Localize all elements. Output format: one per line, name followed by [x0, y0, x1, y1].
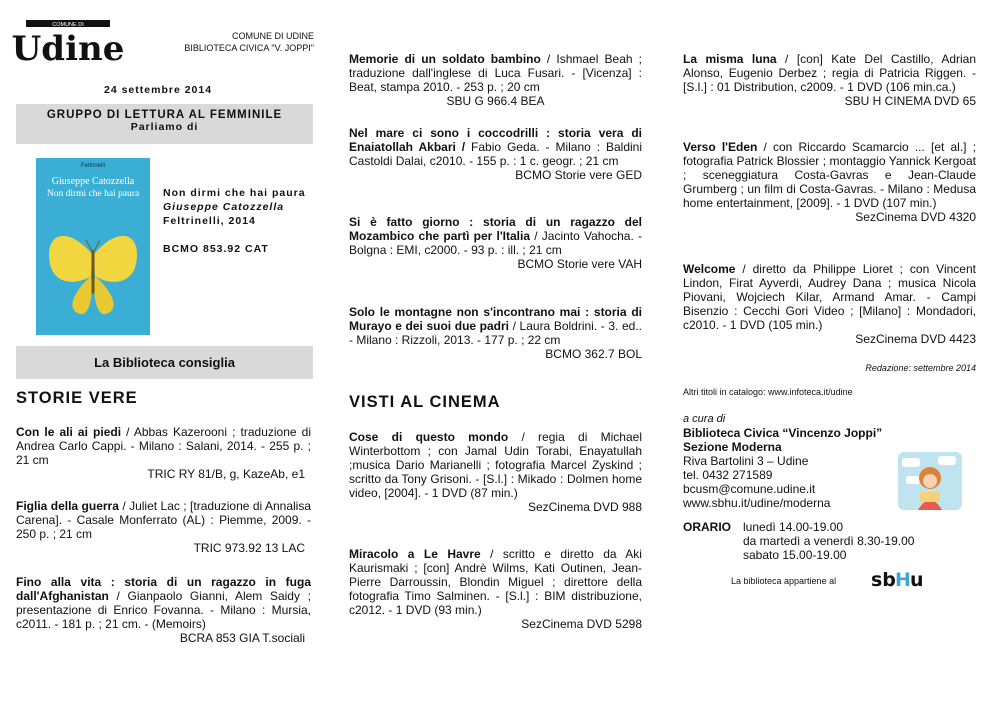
- entry-description: / scritto e diretto da Aki Kaurismaki ; [con] Andrè Wilms, Kati Outinen, Jean-Pierre Darroussin, Blondin Miguel ; direttore della fotografia Timo Salminen. - [S.l.] : BIM distribuzione, c2012. - 1 DVD (93 min.): [349, 547, 642, 617]
- list-item: [683, 52, 976, 108]
- list-item: [16, 425, 311, 481]
- entry-location: BCMO Storie vere GED: [515, 168, 642, 182]
- entry-description: / Ishmael Beah ; traduzione dall'inglese di Luca Fusari. - [Vicenza] : Beat, stampa 2010. - 253 p. ; 20 cm: [349, 52, 642, 94]
- entry-title: Cose di questo mondo: [349, 430, 509, 444]
- group-subtitle: Parliamo di: [130, 121, 199, 133]
- orario-label: ORARIO: [683, 520, 731, 534]
- section-storie-vere-heading: STORIE VERE: [16, 389, 138, 407]
- reading-woman-illustration: [898, 452, 962, 510]
- group-title: GRUPPO DI LETTURA AL FEMMINILE: [46, 109, 283, 121]
- entry-title: Solo le montagne non s'incontrano mai : storia di Murayo e dei suoi due padri: [349, 305, 642, 333]
- entry-location: SezCinema DVD 5298: [521, 617, 642, 631]
- phone: tel. 0432 271589: [683, 468, 773, 482]
- list-item: [349, 52, 642, 108]
- list-item: [16, 499, 311, 555]
- book-cover: [36, 158, 150, 335]
- header-institution: [174, 30, 314, 54]
- entry-description: / [con] Kate Del Castillo, Adrian Alonso, Eugenio Derbez ; regia di Patricia Riggen. - [S.l.] : 01 Distribution, c2009. - 1 DVD (106 min.ca.): [683, 52, 976, 94]
- list-item: [683, 140, 976, 224]
- svg-text:sb: sb: [871, 569, 896, 591]
- book-publisher: Feltrinelli, 2014: [163, 215, 256, 227]
- orario-saturday: sabato 15.00-19.00: [743, 548, 847, 562]
- entry-description: / Abbas Kazerooni ; traduzione di Andrea Carlo Cappi. - Milano : Salani, 2014. - 255 p. ; 21 cm: [16, 425, 311, 467]
- website-link[interactable]: www.sbhu.it/udine/moderna: [683, 496, 831, 510]
- entry-title: Con le ali ai piedi: [16, 425, 122, 439]
- entry-title: Figlia della guerra: [16, 499, 119, 513]
- entry-location: TRIC 973.92 13 LAC: [193, 541, 305, 555]
- list-item: [683, 262, 976, 346]
- address: Riva Bartolini 3 – Udine: [683, 454, 809, 468]
- cover-author: Giuseppe Catozzella: [51, 176, 135, 187]
- entry-location: SezCinema DVD 988: [527, 500, 642, 514]
- section-cinema-heading: VISTI AL CINEMA: [349, 393, 501, 411]
- book-location: BCMO 853.92 CAT: [163, 243, 269, 255]
- entry-location: SezCinema DVD 4320: [855, 210, 976, 224]
- entry-description: / Jacinto Vahocha. - Bolgna : EMI, c2000. - 93 p. : ill. ; 21 cm: [349, 229, 642, 257]
- column-right: [683, 0, 976, 701]
- entry-description: / Laura Boldrini. - 3. ed.. - Milano : Rizzoli, 2013. - 177 p. ; 22 cm: [349, 319, 642, 347]
- consiglia-banner: La Biblioteca consiglia: [16, 346, 313, 379]
- column-left: [11, 0, 314, 701]
- entry-location: SBU H CINEMA DVD 65: [844, 94, 976, 108]
- entry-description: / diretto da Philippe Lioret ; con Vincent Lindon, Firat Ayverdi, Audrey Dana ; musica Nicola Piovani, Wojciech Kilar, Armand Amar. - Campi Bisenzio : Cecchi Gori Video ; [Milano] : Mondadori, c2010. - 1 DVD (105 min.): [683, 262, 976, 332]
- entry-description: / regia di Michael Winterbottom ; con Jamal Udin Torabi, Enayatullah ;musica Dario Marianelli ; fotografia Marcel Zyskind ; scritto da Tony Grisoni. - [S.l.] : Mikado : Dolmen home video, [2004]. - 1 DVD (87 min.): [349, 430, 642, 500]
- entry-location: SezCinema DVD 4423: [855, 332, 976, 346]
- orario-monday: lunedì 14.00-19.00: [743, 520, 844, 534]
- svg-text:Udine: Udine: [11, 29, 125, 69]
- cover-brand: Feltrinelli: [80, 163, 105, 169]
- orario-times: [743, 520, 914, 562]
- entry-location: BCMO Storie vere VAH: [517, 257, 642, 271]
- network-note: La biblioteca appartiene al: [731, 576, 837, 586]
- entry-description: / con Riccardo Scamarcio ... [et al.] ; fotografia Patrick Blossier ; montaggio Yannick Kergoat ; sceneggiatura Costa-Gavras e Jean-Claude Grumberg ; un film di Costa-Gavras. - Milano : Medusa home entertainment, [2009]. - 1 DVD (107 min.): [683, 140, 976, 210]
- list-item: [349, 430, 642, 514]
- svg-text:u: u: [910, 569, 924, 591]
- entry-location: BCMO 362.7 BOL: [545, 347, 642, 361]
- comune-di-udine-logo: [11, 20, 125, 69]
- entry-description: Fabio Geda. - Milano : Baldini Castoldi Dalai, c2010. - 155 p. : 1 c. geogr. ; 21 cm: [349, 140, 642, 168]
- list-item: [349, 547, 642, 631]
- group-banner: [16, 104, 313, 144]
- column-middle: [349, 0, 642, 701]
- entry-description: / Gianpaolo Gianni, Alem Saidy ; presentazione di Enrico Fovanna. - Milano : Mursia, c2011. - 181 p. ; 21 cm. - (Memoirs): [16, 589, 311, 631]
- entry-title: Si è fatto giorno : storia di un ragazzo del Mozambico che partì per l'Italia: [349, 215, 642, 243]
- library-name: Biblioteca Civica “Vincenzo Joppi”: [683, 426, 883, 440]
- email-link[interactable]: bcusm@comune.udine.it: [683, 482, 816, 496]
- list-item: [16, 575, 311, 645]
- entry-location: BCRA 853 GIA T.sociali: [179, 631, 305, 645]
- book-info: [163, 186, 313, 256]
- entry-location: SBU G 966.4 BEA: [446, 94, 545, 108]
- entry-description: / Juliet Lac ; [traduzione di Annalisa Carena]. - Casale Monferrato (AL) : Piemme, 2009. - 250 p. ; 21 cm: [16, 499, 311, 541]
- entry-title: Welcome: [683, 262, 736, 276]
- entry-title: La misma luna: [683, 52, 777, 66]
- list-item: [349, 215, 642, 271]
- redazione-note: Redazione: settembre 2014: [865, 363, 976, 373]
- entry-title: Verso l'Eden: [683, 140, 758, 154]
- header-comune: COMUNE DI UDINE: [231, 31, 314, 41]
- list-item: [349, 126, 642, 182]
- book-author: Giuseppe Catozzella: [163, 201, 285, 213]
- catalog-note: Altri titoli in catalogo: www.infoteca.it/udine: [683, 387, 853, 397]
- book-title: Non dirmi che hai paura: [163, 187, 306, 199]
- entry-location: TRIC RY 81/B, g, KazeAb, e1: [147, 467, 305, 481]
- sbhu-logo: [869, 568, 927, 590]
- a-cura-label: a cura di: [683, 413, 726, 425]
- entry-title: Fino alla vita : storia di un ragazzo in fuga dall'Afghanistan: [16, 575, 311, 603]
- orario-weekdays: da martedì a venerdì 8.30-19.00: [743, 534, 915, 548]
- entry-title: Memorie di un soldato bambino: [349, 52, 541, 66]
- svg-text:COMUNE DI: COMUNE DI: [52, 21, 84, 28]
- event-date: 24 settembre 2014: [104, 84, 213, 96]
- butterfly-image: [36, 214, 150, 334]
- cover-title: Non dirmi che hai paura: [46, 189, 140, 199]
- section-name: Sezione Moderna: [683, 440, 782, 454]
- contact-block: [683, 412, 882, 510]
- list-item: [349, 305, 642, 361]
- entry-title: Miracolo a Le Havre: [349, 547, 481, 561]
- header-biblioteca: BIBLIOTECA CIVICA "V. JOPPI": [184, 43, 314, 53]
- svg-text:H: H: [895, 569, 911, 591]
- entry-title: Nel mare ci sono i coccodrilli : storia vera di Enaiatollah Akbari /: [349, 126, 642, 154]
